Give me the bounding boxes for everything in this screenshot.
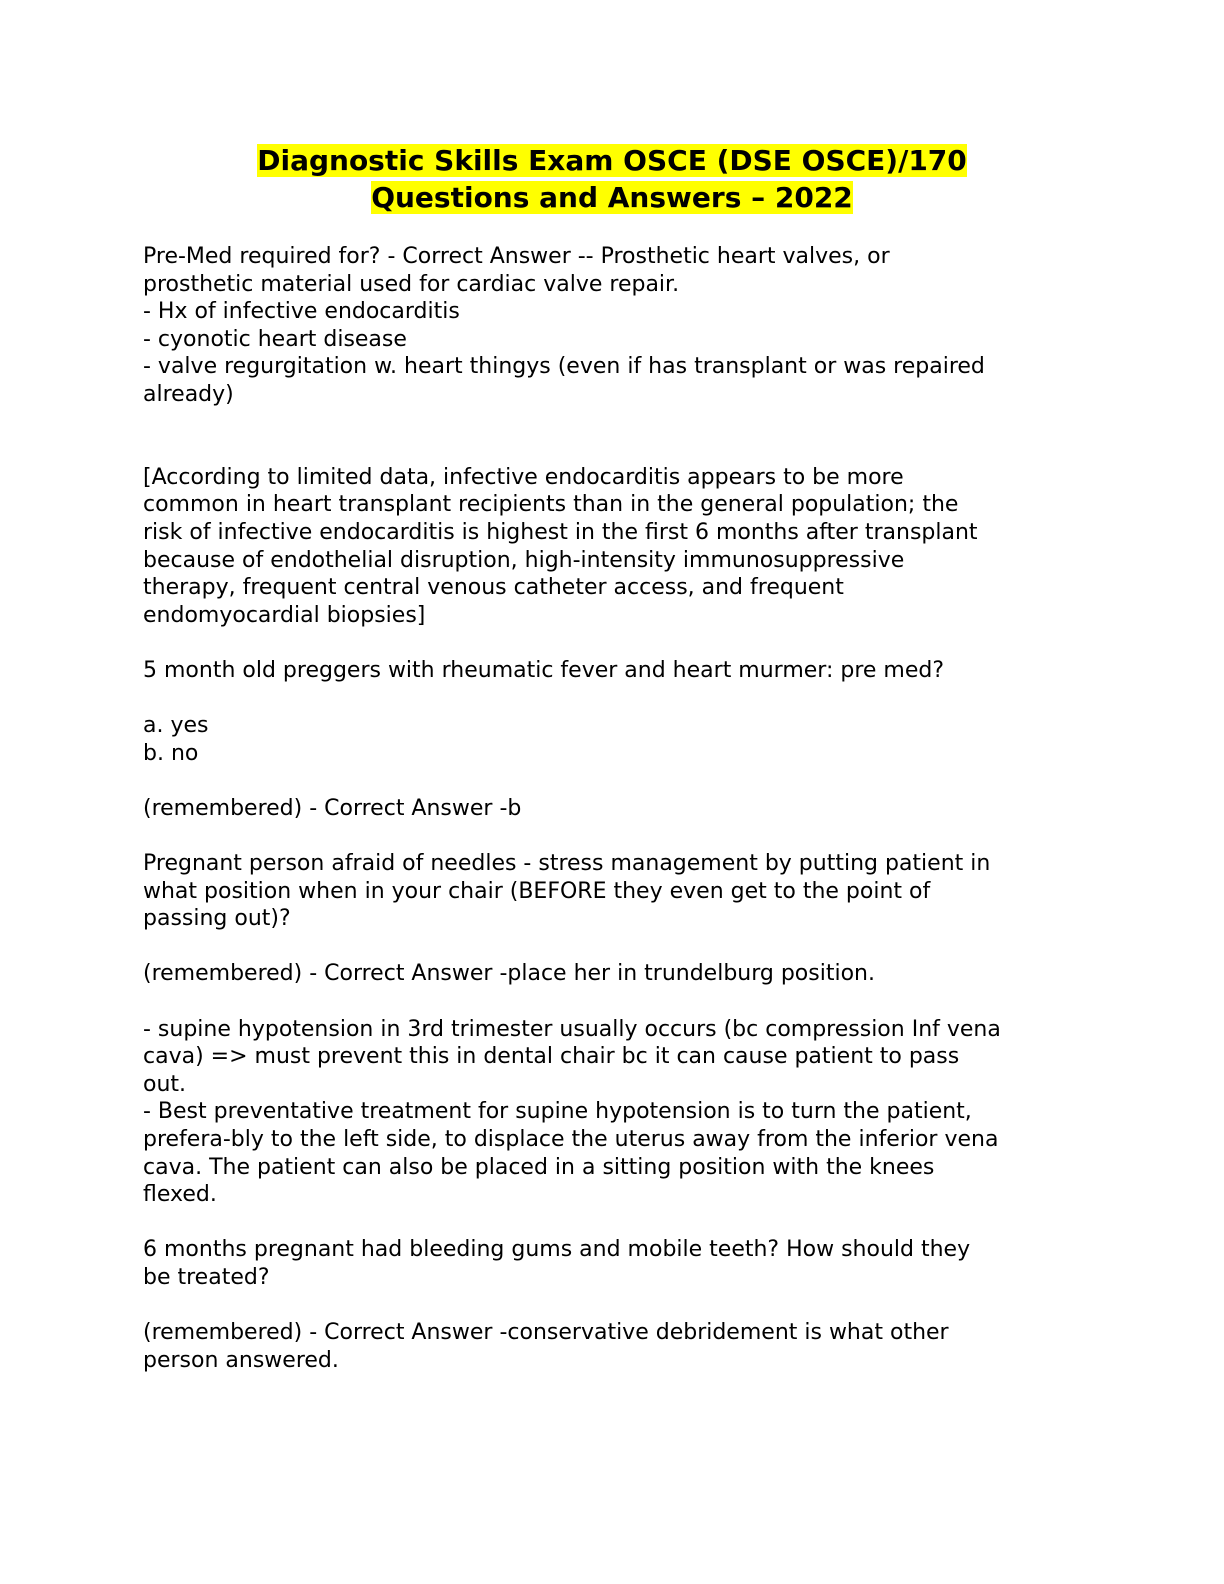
title-line-2: [0, 179, 1224, 216]
document-title: [0, 142, 1224, 216]
text-line: - Best preventative treatment for supine hypotension is to turn the patient,: [143, 1099, 972, 1125]
text-line: prefera-bly to the left side, to displace the uterus away from the inferior vena: [143, 1127, 999, 1152]
text-line: Pregnant person afraid of needles - stress management by putting patient in: [143, 851, 991, 877]
text-line: because of endothelial disruption, high-intensity immunosuppressive: [143, 547, 905, 573]
text-line: endomyocardial biopsies]: [143, 602, 426, 628]
blank-line: [143, 436, 1083, 464]
blank-line: [143, 1209, 1083, 1237]
text-line: - valve regurgitation w. heart thingys (even if has transplant or was repaired: [143, 354, 985, 380]
text-line: person answered.: [143, 1347, 339, 1373]
blank-line: [143, 933, 1083, 961]
blank-line: [143, 988, 1083, 1016]
text-line: - supine hypotension in 3rd trimester usually occurs (bc compression Inf vena: [143, 1016, 1001, 1042]
text-line: risk of infective endocarditis is highest in the first 6 months after transplant: [143, 519, 978, 545]
text-line: what position when in your chair (BEFORE they even get to the point of: [143, 878, 931, 904]
text-line: [According to limited data, infective endocarditis appears to be more: [143, 464, 904, 490]
text-line: already): [143, 381, 234, 407]
blank-line: [143, 1292, 1083, 1320]
title-line-1-text: Diagnostic Skills Exam OSCE (DSE OSCE)/170: [257, 144, 967, 177]
blank-line: [143, 685, 1083, 713]
text-line: - Hx of infective endocarditis: [143, 299, 460, 325]
text-line: (remembered) - Correct Answer -b: [143, 795, 522, 821]
text-line: flexed.: [143, 1182, 217, 1208]
blank-line: [143, 629, 1083, 657]
text-line: passing out)?: [143, 906, 291, 932]
text-line: be treated?: [143, 1264, 270, 1290]
text-line: out.: [143, 1071, 187, 1097]
text-line: (remembered) - Correct Answer -place her in trundelburg position.: [143, 961, 875, 987]
text-line: therapy, frequent central venous catheter access, and frequent: [143, 575, 844, 601]
text-line: 5 month old preggers with rheumatic fever and heart murmer: pre med?: [143, 657, 945, 683]
text-line: - cyonotic heart disease: [143, 326, 407, 352]
document-body: [143, 243, 1083, 1374]
text-line: cava. The patient can also be placed in a sitting position with the knees: [143, 1154, 935, 1180]
text-line: (remembered) - Correct Answer -conservative debridement is what other: [143, 1320, 949, 1346]
text-line: b. no: [143, 740, 199, 766]
blank-line: [143, 822, 1083, 850]
text-line: common in heart transplant recipients than in the general population; the: [143, 492, 959, 518]
text-line: Pre-Med required for? - Correct Answer -- Prosthetic heart valves, or: [143, 244, 890, 269]
blank-line: [143, 767, 1083, 795]
text-line: a. yes: [143, 713, 209, 739]
blank-line: [143, 409, 1083, 437]
title-line-2-text: Questions and Answers – 2022: [371, 181, 853, 214]
title-line-1: [0, 142, 1224, 179]
text-line: prosthetic material used for cardiac valve repair.: [143, 271, 680, 297]
text-line: cava) => must prevent this in dental chair bc it can cause patient to pass: [143, 1044, 960, 1070]
text-line: 6 months pregnant had bleeding gums and mobile teeth? How should they: [143, 1237, 971, 1263]
